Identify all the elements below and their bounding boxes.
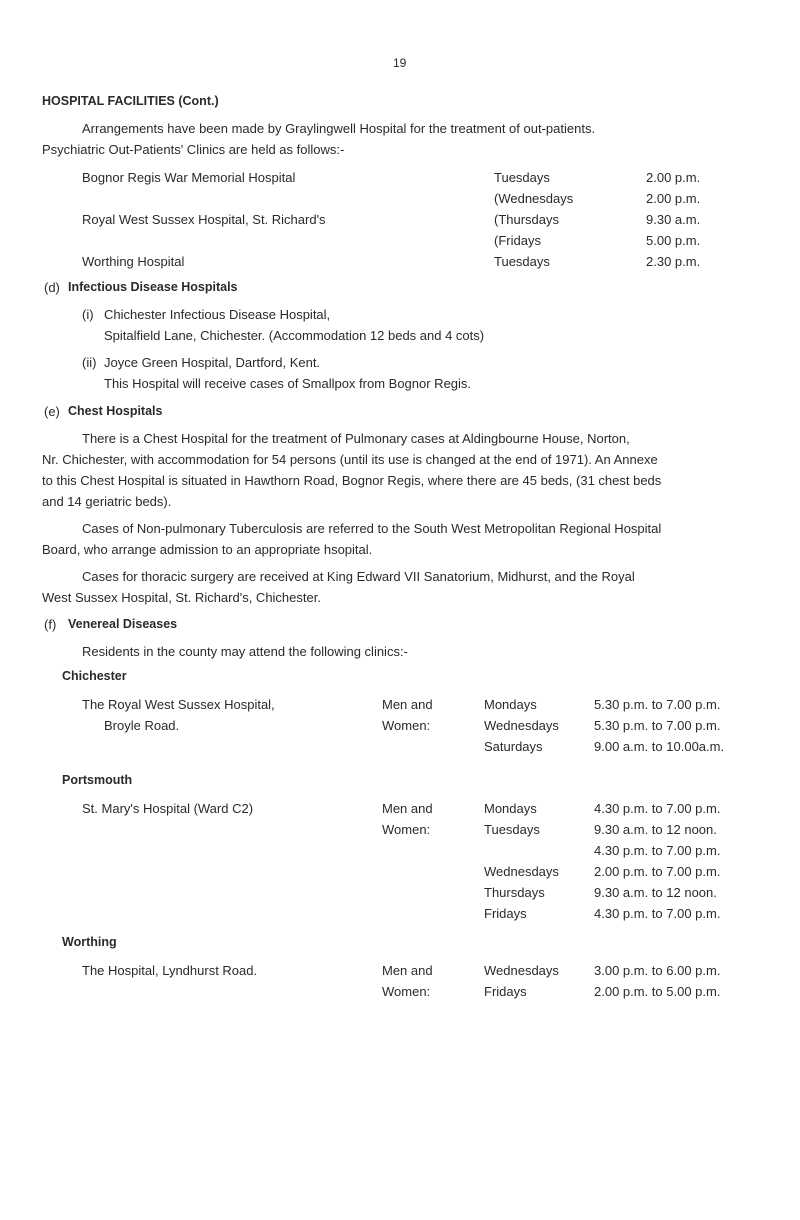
item-i-line1: Chichester Infectious Disease Hospital,: [104, 307, 331, 322]
psych-row: Bognor Regis War Memorial Hospital: [82, 170, 296, 185]
section-title: HOSPITAL FACILITIES (Cont.): [42, 94, 219, 108]
clinic-who: Women:: [382, 718, 431, 733]
page-number: 19: [393, 56, 407, 70]
location-portsmouth: Portsmouth: [62, 773, 133, 787]
clinic-who: Women:: [382, 822, 431, 837]
venereal-intro: Residents in the county may attend the following clinics:-: [82, 644, 408, 659]
clinic-day: Fridays: [484, 984, 527, 999]
chest-para1-line: to this Chest Hospital is situated in Hawthorn Road, Bognor Regis, where there are 45 beds, (31 chest beds: [42, 473, 662, 488]
chest-para1-line: There is a Chest Hospital for the treatment of Pulmonary cases at Aldingbourne House, Norton,: [82, 431, 630, 446]
intro-line-2: Psychiatric Out-Patients' Clinics are held as follows:-: [42, 142, 345, 157]
chest-para1-line: and 14 geriatric beds).: [42, 494, 172, 509]
clinic-time: 5.30 p.m. to 7.00 p.m.: [594, 718, 721, 733]
clinic-hospital: Broyle Road.: [104, 718, 180, 733]
intro-line-1: Arrangements have been made by Graylingwell Hospital for the treatment of out-patients.: [82, 121, 596, 136]
clinic-time: 4.30 p.m. to 7.00 p.m.: [594, 801, 721, 816]
clinic-time: 9.30 a.m. to 12 noon.: [594, 822, 717, 837]
section-f-label: (f): [44, 617, 57, 632]
chest-para2-line: Board, who arrange admission to an appropriate hsopital.: [42, 542, 373, 557]
psych-row: Royal West Sussex Hospital, St. Richard's: [82, 212, 326, 227]
clinic-day: Mondays: [484, 697, 537, 712]
section-f-title: Venereal Diseases: [68, 617, 178, 631]
section-d-title: Infectious Disease Hospitals: [68, 280, 238, 294]
clinic-who: Men and: [382, 801, 433, 816]
item-ii-line2: This Hospital will receive cases of Smallpox from Bognor Regis.: [104, 376, 472, 391]
section-e-label: (e): [44, 404, 60, 419]
clinic-who: Men and: [382, 963, 433, 978]
clinic-day: Tuesdays: [484, 822, 540, 837]
clinic-who: Women:: [382, 984, 431, 999]
clinic-day: Saturdays: [484, 739, 543, 754]
location-chichester: Chichester: [62, 669, 127, 683]
clinic-day: Wednesdays: [484, 718, 559, 733]
chest-para3-line: Cases for thoracic surgery are received at King Edward VII Sanatorium, Midhurst, and the Royal: [82, 569, 635, 584]
clinic-time: 3.00 p.m. to 6.00 p.m.: [594, 963, 721, 978]
chest-para3-line: West Sussex Hospital, St. Richard's, Chichester.: [42, 590, 321, 605]
clinic-day: Wednesdays: [484, 963, 559, 978]
psych-time: 2.00 p.m.: [646, 191, 701, 206]
clinic-time: 5.30 p.m. to 7.00 p.m.: [594, 697, 721, 712]
psych-day: Tuesdays: [494, 170, 550, 185]
section-d-label: (d): [44, 280, 60, 295]
clinic-day: Thursdays: [484, 885, 545, 900]
clinic-day: Wednesdays: [484, 864, 559, 879]
clinic-time: 4.30 p.m. to 7.00 p.m.: [594, 906, 721, 921]
item-i-line2: Spitalfield Lane, Chichester. (Accommodation 12 beds and 4 cots): [104, 328, 485, 343]
clinic-time: 2.00 p.m. to 5.00 p.m.: [594, 984, 721, 999]
psych-time: 9.30 a.m.: [646, 212, 701, 227]
clinic-time: 9.30 a.m. to 12 noon.: [594, 885, 717, 900]
clinic-hospital: St. Mary's Hospital (Ward C2): [82, 801, 254, 816]
section-e-title: Chest Hospitals: [68, 404, 163, 418]
item-ii-label: (ii): [82, 355, 97, 370]
clinic-hospital: The Royal West Sussex Hospital,: [82, 697, 275, 712]
psych-row: Worthing Hospital: [82, 254, 185, 269]
psych-day: (Thursdays: [494, 212, 560, 227]
psych-day: (Wednesdays: [494, 191, 574, 206]
clinic-day: Mondays: [484, 801, 537, 816]
clinic-time: 4.30 p.m. to 7.00 p.m.: [594, 843, 721, 858]
clinic-time: 9.00 a.m. to 10.00a.m.: [594, 739, 725, 754]
psych-time: 2.00 p.m.: [646, 170, 701, 185]
chest-para2-line: Cases of Non-pulmonary Tuberculosis are referred to the South West Metropolitan Regional Hospital: [82, 521, 662, 536]
psych-time: 5.00 p.m.: [646, 233, 701, 248]
clinic-who: Men and: [382, 697, 433, 712]
chest-para1-line: Nr. Chichester, with accommodation for 54 persons (until its use is changed at the end of 1971). An Annexe: [42, 452, 658, 467]
clinic-day: Fridays: [484, 906, 527, 921]
psych-time: 2.30 p.m.: [646, 254, 701, 269]
item-ii-line1: Joyce Green Hospital, Dartford, Kent.: [104, 355, 321, 370]
location-worthing: Worthing: [62, 935, 117, 949]
clinic-time: 2.00 p.m. to 7.00 p.m.: [594, 864, 721, 879]
clinic-hospital: The Hospital, Lyndhurst Road.: [82, 963, 258, 978]
item-i-label: (i): [82, 307, 94, 322]
psych-day: Tuesdays: [494, 254, 550, 269]
psych-day: (Fridays: [494, 233, 541, 248]
